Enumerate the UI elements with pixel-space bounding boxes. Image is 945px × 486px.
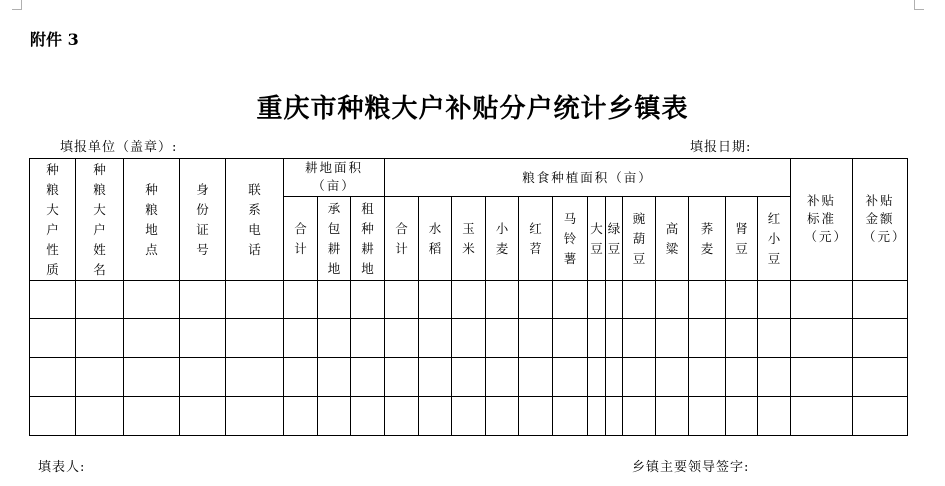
table-cell[interactable] <box>853 397 908 436</box>
table-row <box>30 358 908 397</box>
header-buckwheat: 荞麦 <box>689 197 726 281</box>
table-cell[interactable] <box>385 319 419 358</box>
table-cell[interactable] <box>385 397 419 436</box>
table-cell[interactable] <box>758 281 791 319</box>
header-potato: 马铃薯 <box>553 197 588 281</box>
table-cell[interactable] <box>419 319 452 358</box>
header-id-number: 身份证号 <box>180 159 226 281</box>
table-cell[interactable] <box>284 281 318 319</box>
table-cell[interactable] <box>519 358 553 397</box>
table-cell[interactable] <box>623 358 656 397</box>
table-cell[interactable] <box>180 358 226 397</box>
table-cell[interactable] <box>30 358 76 397</box>
table-cell[interactable] <box>656 397 689 436</box>
table-cell[interactable] <box>791 319 853 358</box>
table-cell[interactable] <box>351 397 385 436</box>
fill-date-label: 填报日期: <box>690 140 752 155</box>
table-cell[interactable] <box>726 397 758 436</box>
table-cell[interactable] <box>486 281 519 319</box>
header-name: 种粮大户姓名 <box>76 159 124 281</box>
table-cell[interactable] <box>623 281 656 319</box>
table-cell[interactable] <box>76 319 124 358</box>
header-location: 种粮地点 <box>124 159 180 281</box>
leader-signature-label: 乡镇主要领导签字: <box>632 460 750 475</box>
table-cell[interactable] <box>853 281 908 319</box>
table-cell[interactable] <box>124 319 180 358</box>
table-cell[interactable] <box>588 397 606 436</box>
table-cell[interactable] <box>124 358 180 397</box>
table-cell[interactable] <box>318 319 351 358</box>
table-cell[interactable] <box>623 319 656 358</box>
header-arable-contracted: 承包耕地 <box>318 197 351 281</box>
table-cell[interactable] <box>791 397 853 436</box>
table-row <box>30 397 908 436</box>
header-rice: 水稻 <box>419 197 452 281</box>
page-title: 重庆市种粮大户补贴分户统计乡镇表 <box>256 94 689 124</box>
table-cell[interactable] <box>180 397 226 436</box>
header-mung-bean: 绿豆 <box>606 197 623 281</box>
header-kidney-bean: 肾豆 <box>726 197 758 281</box>
crop-mark-right <box>914 0 924 10</box>
header-broad-bean: 豌葫豆 <box>623 197 656 281</box>
table-cell[interactable] <box>553 319 588 358</box>
table-cell[interactable] <box>452 281 486 319</box>
table-cell[interactable] <box>180 281 226 319</box>
table-cell[interactable] <box>726 281 758 319</box>
table-cell[interactable] <box>419 397 452 436</box>
table-cell[interactable] <box>284 319 318 358</box>
table-cell[interactable] <box>519 281 553 319</box>
table-cell[interactable] <box>656 358 689 397</box>
table-cell[interactable] <box>853 319 908 358</box>
table-cell[interactable] <box>284 397 318 436</box>
table-cell[interactable] <box>758 358 791 397</box>
table-cell[interactable] <box>726 358 758 397</box>
table-cell[interactable] <box>519 319 553 358</box>
table-cell[interactable] <box>656 281 689 319</box>
table-cell[interactable] <box>226 281 284 319</box>
table-cell[interactable] <box>226 319 284 358</box>
header-subsidy-amount: 补贴金额（元） <box>853 159 908 281</box>
table-cell[interactable] <box>689 319 726 358</box>
header-sorghum: 高粱 <box>656 197 689 281</box>
table-cell[interactable] <box>553 397 588 436</box>
table-cell[interactable] <box>452 358 486 397</box>
header-subsidy-standard: 补贴标准（元） <box>791 159 853 281</box>
table-cell[interactable] <box>351 358 385 397</box>
attachment-label: 附件 3 <box>30 30 79 49</box>
table-row <box>30 281 908 319</box>
header-arable-total: 合计 <box>284 197 318 281</box>
table-cell[interactable] <box>553 281 588 319</box>
header-soybean: 大豆 <box>588 197 606 281</box>
table-cell[interactable] <box>486 397 519 436</box>
crop-mark-left <box>12 0 22 10</box>
table-cell[interactable] <box>689 358 726 397</box>
table-cell[interactable] <box>791 281 853 319</box>
table-cell[interactable] <box>351 319 385 358</box>
table-cell[interactable] <box>606 319 623 358</box>
table-cell[interactable] <box>124 281 180 319</box>
table-cell[interactable] <box>452 319 486 358</box>
table-cell[interactable] <box>588 319 606 358</box>
table-cell[interactable] <box>318 397 351 436</box>
header-arable-rented: 租种耕地 <box>351 197 385 281</box>
table-cell[interactable] <box>284 358 318 397</box>
table-cell[interactable] <box>519 397 553 436</box>
table-cell[interactable] <box>226 397 284 436</box>
table-row <box>30 319 908 358</box>
table-cell[interactable] <box>385 281 419 319</box>
table-cell[interactable] <box>486 358 519 397</box>
table-cell[interactable] <box>76 397 124 436</box>
table-cell[interactable] <box>553 358 588 397</box>
statistics-table <box>29 158 908 436</box>
fill-unit-label: 填报单位（盖章）: <box>60 140 178 155</box>
table-cell[interactable] <box>791 358 853 397</box>
table-cell[interactable] <box>758 319 791 358</box>
table-cell[interactable] <box>623 397 656 436</box>
filler-label: 填表人: <box>38 460 86 475</box>
header-arable-area: 耕地面积（亩） <box>284 159 385 197</box>
table-cell[interactable] <box>853 358 908 397</box>
table-cell[interactable] <box>588 358 606 397</box>
table-cell[interactable] <box>318 358 351 397</box>
header-corn: 玉米 <box>452 197 486 281</box>
table-cell[interactable] <box>76 358 124 397</box>
table-cell[interactable] <box>726 319 758 358</box>
table-cell[interactable] <box>606 358 623 397</box>
table-cell[interactable] <box>486 319 519 358</box>
header-grain-area: 粮食种植面积（亩） <box>385 159 791 197</box>
table-cell[interactable] <box>318 281 351 319</box>
table-cell[interactable] <box>30 397 76 436</box>
table-cell[interactable] <box>606 397 623 436</box>
table-cell[interactable] <box>30 319 76 358</box>
table-cell[interactable] <box>588 281 606 319</box>
table-cell[interactable] <box>606 281 623 319</box>
header-wheat: 小麦 <box>486 197 519 281</box>
table-cell[interactable] <box>124 397 180 436</box>
table-cell[interactable] <box>30 281 76 319</box>
table-cell[interactable] <box>452 397 486 436</box>
header-grain-total: 合计 <box>385 197 419 281</box>
header-phone: 联系电话 <box>226 159 284 281</box>
table-cell[interactable] <box>76 281 124 319</box>
table-cell[interactable] <box>180 319 226 358</box>
table-cell[interactable] <box>351 281 385 319</box>
table-cell[interactable] <box>689 281 726 319</box>
table-cell[interactable] <box>689 397 726 436</box>
table-cell[interactable] <box>419 358 452 397</box>
header-sweet-potato: 红苕 <box>519 197 553 281</box>
header-red-bean: 红小豆 <box>758 197 791 281</box>
table-cell[interactable] <box>419 281 452 319</box>
table-cell[interactable] <box>385 358 419 397</box>
table-cell[interactable] <box>758 397 791 436</box>
table-cell[interactable] <box>656 319 689 358</box>
header-nature: 种粮大户性质 <box>30 159 76 281</box>
table-cell[interactable] <box>226 358 284 397</box>
